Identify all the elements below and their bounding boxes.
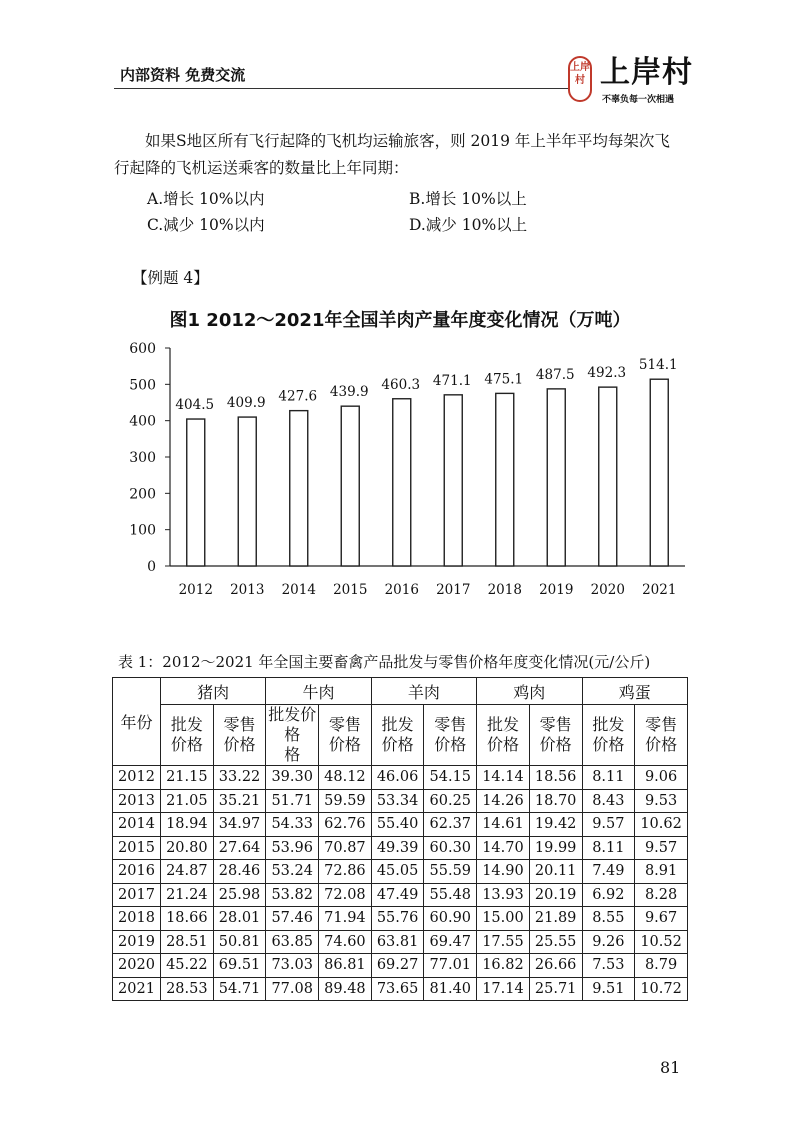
bar bbox=[444, 395, 462, 566]
price-cell: 21.15 bbox=[161, 766, 214, 790]
x-tick-label: 2012 bbox=[178, 582, 213, 598]
subheader-cell bbox=[529, 705, 582, 766]
year-cell: 2014 bbox=[113, 813, 161, 837]
table-row bbox=[113, 860, 688, 884]
price-cell: 89.48 bbox=[319, 977, 372, 1001]
price-cell: 9.57 bbox=[582, 813, 635, 837]
price-cell: 25.55 bbox=[529, 930, 582, 954]
subheader-line: 批发 bbox=[486, 715, 519, 734]
price-cell: 55.48 bbox=[424, 883, 477, 907]
x-tick-label: 2021 bbox=[642, 582, 677, 598]
bar bbox=[496, 393, 514, 566]
data-label: 471.1 bbox=[432, 372, 472, 389]
year-cell: 2013 bbox=[113, 789, 161, 813]
subheader-line: 零售 bbox=[328, 715, 361, 734]
price-cell: 27.64 bbox=[213, 836, 266, 860]
price-cell: 73.03 bbox=[266, 954, 319, 978]
year-header: 年份 bbox=[113, 678, 161, 766]
subheader-line: 批发价格 bbox=[268, 705, 317, 744]
price-cell: 6.92 bbox=[582, 883, 635, 907]
price-cell: 86.81 bbox=[319, 954, 372, 978]
price-cell: 21.24 bbox=[161, 883, 214, 907]
price-cell: 14.90 bbox=[477, 860, 530, 884]
y-tick-label: 400 bbox=[129, 413, 156, 430]
price-cell: 63.81 bbox=[371, 930, 424, 954]
table-header-row-groups bbox=[113, 678, 688, 705]
subheader-cell bbox=[266, 705, 319, 766]
question-line-2: 行起降的飞机运送乘客的数量比上年同期： bbox=[114, 159, 409, 177]
price-cell: 8.55 bbox=[582, 907, 635, 931]
subheader-line: 零售 bbox=[539, 715, 572, 734]
subheader-cell bbox=[477, 705, 530, 766]
price-cell: 28.51 bbox=[161, 930, 214, 954]
table-row bbox=[113, 907, 688, 931]
bar bbox=[187, 419, 205, 566]
bar bbox=[290, 411, 308, 566]
price-cell: 60.30 bbox=[424, 836, 477, 860]
price-cell: 13.93 bbox=[477, 883, 530, 907]
subheader-cell bbox=[582, 705, 635, 766]
year-cell: 2020 bbox=[113, 954, 161, 978]
year-cell: 2012 bbox=[113, 766, 161, 790]
x-tick-label: 2014 bbox=[281, 582, 316, 598]
option-c: C.减少 10%以内 bbox=[147, 216, 265, 234]
price-cell: 8.28 bbox=[635, 883, 688, 907]
y-tick-label: 600 bbox=[129, 341, 156, 357]
price-cell: 81.40 bbox=[424, 977, 477, 1001]
price-cell: 77.08 bbox=[266, 977, 319, 1001]
price-cell: 55.76 bbox=[371, 907, 424, 931]
subheader-line: 价格 bbox=[539, 735, 572, 754]
header-rule bbox=[114, 88, 570, 89]
price-cell: 55.59 bbox=[424, 860, 477, 884]
price-cell: 19.42 bbox=[529, 813, 582, 837]
price-cell: 9.06 bbox=[635, 766, 688, 790]
option-d: D.减少 10%以上 bbox=[409, 216, 528, 234]
y-tick-label: 300 bbox=[129, 450, 156, 466]
data-label: 439.9 bbox=[329, 384, 369, 401]
price-cell: 10.62 bbox=[635, 813, 688, 837]
table-row bbox=[113, 977, 688, 1001]
price-cell: 57.46 bbox=[266, 907, 319, 931]
price-cell: 18.56 bbox=[529, 766, 582, 790]
subheader-cell bbox=[213, 705, 266, 766]
y-tick-label: 200 bbox=[129, 486, 156, 503]
y-tick-label: 0 bbox=[147, 559, 156, 575]
price-cell: 48.12 bbox=[319, 766, 372, 790]
price-cell: 53.34 bbox=[371, 789, 424, 813]
price-cell: 14.70 bbox=[477, 836, 530, 860]
subheader-line: 批发 bbox=[170, 715, 203, 734]
price-cell: 69.47 bbox=[424, 930, 477, 954]
y-tick-label: 100 bbox=[129, 522, 156, 539]
price-cell: 34.97 bbox=[213, 813, 266, 837]
price-cell: 33.22 bbox=[213, 766, 266, 790]
price-cell: 9.67 bbox=[635, 907, 688, 931]
price-cell: 15.00 bbox=[477, 907, 530, 931]
price-cell: 54.71 bbox=[213, 977, 266, 1001]
x-tick-label: 2020 bbox=[590, 582, 625, 598]
table-row bbox=[113, 813, 688, 837]
price-cell: 24.87 bbox=[161, 860, 214, 884]
price-cell: 63.85 bbox=[266, 930, 319, 954]
year-cell: 2017 bbox=[113, 883, 161, 907]
year-cell: 2019 bbox=[113, 930, 161, 954]
price-cell: 60.90 bbox=[424, 907, 477, 931]
price-cell: 18.70 bbox=[529, 789, 582, 813]
y-tick-label: 500 bbox=[129, 377, 156, 394]
subheader-line: 价格 bbox=[645, 735, 678, 754]
price-cell: 54.15 bbox=[424, 766, 477, 790]
bar-chart bbox=[0, 330, 800, 610]
question-line-1: 如果S地区所有飞行起降的飞机均运输旅客，则 2019 年上半年平均每架次飞 bbox=[145, 132, 670, 150]
price-cell: 62.37 bbox=[424, 813, 477, 837]
subheader-line: 价格 bbox=[434, 735, 467, 754]
year-cell: 2015 bbox=[113, 836, 161, 860]
subheader-line: 价格 bbox=[381, 735, 414, 754]
price-cell: 51.71 bbox=[266, 789, 319, 813]
table-row bbox=[113, 836, 688, 860]
price-cell: 28.53 bbox=[161, 977, 214, 1001]
x-tick-label: 2017 bbox=[436, 582, 471, 598]
price-cell: 62.76 bbox=[319, 813, 372, 837]
price-cell: 25.71 bbox=[529, 977, 582, 1001]
price-cell: 54.33 bbox=[266, 813, 319, 837]
data-label: 460.3 bbox=[381, 376, 421, 393]
table-row bbox=[113, 789, 688, 813]
x-tick-label: 2018 bbox=[487, 582, 522, 598]
table-header-row-sub bbox=[113, 705, 688, 766]
price-cell: 77.01 bbox=[424, 954, 477, 978]
price-cell: 72.86 bbox=[319, 860, 372, 884]
x-tick-label: 2019 bbox=[539, 582, 574, 598]
price-cell: 9.26 bbox=[582, 930, 635, 954]
price-cell: 28.46 bbox=[213, 860, 266, 884]
price-cell: 71.94 bbox=[319, 907, 372, 931]
price-cell: 28.01 bbox=[213, 907, 266, 931]
subheader-cell bbox=[371, 705, 424, 766]
subheader-cell bbox=[161, 705, 214, 766]
bar bbox=[650, 379, 668, 566]
x-tick-label: 2013 bbox=[230, 582, 265, 598]
price-cell: 10.72 bbox=[635, 977, 688, 1001]
subheader-cell bbox=[319, 705, 372, 766]
logo-seal: 上岸村 bbox=[568, 56, 592, 102]
price-cell: 8.43 bbox=[582, 789, 635, 813]
logo-slogan: 不辜负每一次相遇 bbox=[602, 95, 675, 105]
header-label: 内部资料 免费交流 bbox=[120, 66, 246, 84]
subheader-cell bbox=[424, 705, 477, 766]
price-cell: 7.53 bbox=[582, 954, 635, 978]
table-row bbox=[113, 954, 688, 978]
price-cell: 53.24 bbox=[266, 860, 319, 884]
price-cell: 10.52 bbox=[635, 930, 688, 954]
example-label: 【例题 4】 bbox=[132, 269, 209, 287]
price-cell: 9.53 bbox=[635, 789, 688, 813]
subheader-line: 零售 bbox=[223, 715, 256, 734]
data-label: 487.5 bbox=[535, 366, 575, 383]
group-header: 羊肉 bbox=[371, 678, 476, 705]
price-cell: 46.06 bbox=[371, 766, 424, 790]
option-b: B.增长 10%以上 bbox=[409, 190, 527, 208]
price-cell: 53.96 bbox=[266, 836, 319, 860]
bar bbox=[341, 406, 359, 566]
subheader-line: 价格 bbox=[328, 735, 361, 754]
group-header: 鸡肉 bbox=[477, 678, 582, 705]
price-cell: 17.14 bbox=[477, 977, 530, 1001]
price-cell: 8.11 bbox=[582, 766, 635, 790]
price-cell: 45.22 bbox=[161, 954, 214, 978]
table-title: 表 1：2012～2021 年全国主要畜禽产品批发与零售价格年度变化情况(元/公斤) bbox=[118, 653, 651, 671]
subheader-cell bbox=[635, 705, 688, 766]
price-cell: 74.60 bbox=[319, 930, 372, 954]
data-label: 514.1 bbox=[638, 357, 678, 374]
page-number: 81 bbox=[660, 1058, 681, 1077]
price-cell: 14.26 bbox=[477, 789, 530, 813]
year-cell: 2018 bbox=[113, 907, 161, 931]
price-cell: 60.25 bbox=[424, 789, 477, 813]
price-cell: 16.82 bbox=[477, 954, 530, 978]
group-header: 牛肉 bbox=[266, 678, 371, 705]
price-cell: 8.11 bbox=[582, 836, 635, 860]
price-cell: 73.65 bbox=[371, 977, 424, 1001]
price-cell: 70.87 bbox=[319, 836, 372, 860]
price-cell: 20.11 bbox=[529, 860, 582, 884]
price-cell: 9.51 bbox=[582, 977, 635, 1001]
group-header: 猪肉 bbox=[161, 678, 266, 705]
data-label: 492.3 bbox=[587, 365, 627, 382]
table-row bbox=[113, 766, 688, 790]
price-cell: 20.80 bbox=[161, 836, 214, 860]
subheader-line: 价格 bbox=[170, 735, 203, 754]
price-cell: 45.05 bbox=[371, 860, 424, 884]
data-label: 409.9 bbox=[226, 395, 266, 412]
price-cell: 47.49 bbox=[371, 883, 424, 907]
price-cell: 20.19 bbox=[529, 883, 582, 907]
price-cell: 9.57 bbox=[635, 836, 688, 860]
bar bbox=[238, 417, 256, 566]
price-cell: 35.21 bbox=[213, 789, 266, 813]
price-table bbox=[112, 677, 688, 1001]
price-cell: 8.91 bbox=[635, 860, 688, 884]
price-cell: 7.49 bbox=[582, 860, 635, 884]
subheader-line: 批发 bbox=[381, 715, 414, 734]
x-tick-label: 2016 bbox=[384, 582, 419, 598]
data-label: 475.1 bbox=[484, 371, 524, 388]
price-cell: 21.05 bbox=[161, 789, 214, 813]
x-tick-label: 2015 bbox=[333, 582, 368, 598]
price-cell: 39.30 bbox=[266, 766, 319, 790]
price-cell: 19.99 bbox=[529, 836, 582, 860]
option-a: A.增长 10%以内 bbox=[147, 190, 265, 208]
subheader-line: 批发 bbox=[592, 715, 625, 734]
subheader-line: 零售 bbox=[434, 715, 467, 734]
price-cell: 26.66 bbox=[529, 954, 582, 978]
subheader-line: 价格 bbox=[223, 735, 256, 754]
price-cell: 49.39 bbox=[371, 836, 424, 860]
logo bbox=[568, 56, 698, 108]
subheader-line: 格 bbox=[284, 745, 301, 764]
price-cell: 18.66 bbox=[161, 907, 214, 931]
price-cell: 14.14 bbox=[477, 766, 530, 790]
price-cell: 50.81 bbox=[213, 930, 266, 954]
subheader-line: 价格 bbox=[592, 735, 625, 754]
year-cell: 2021 bbox=[113, 977, 161, 1001]
price-cell: 18.94 bbox=[161, 813, 214, 837]
price-cell: 55.40 bbox=[371, 813, 424, 837]
data-label: 404.5 bbox=[175, 397, 215, 414]
group-header: 鸡蛋 bbox=[582, 678, 688, 705]
price-cell: 21.89 bbox=[529, 907, 582, 931]
price-cell: 69.27 bbox=[371, 954, 424, 978]
price-cell: 59.59 bbox=[319, 789, 372, 813]
logo-text: 上岸村 bbox=[600, 55, 693, 90]
table-row bbox=[113, 930, 688, 954]
price-cell: 72.08 bbox=[319, 883, 372, 907]
price-cell: 14.61 bbox=[477, 813, 530, 837]
year-cell: 2016 bbox=[113, 860, 161, 884]
price-cell: 25.98 bbox=[213, 883, 266, 907]
price-cell: 53.82 bbox=[266, 883, 319, 907]
subheader-line: 价格 bbox=[486, 735, 519, 754]
bar bbox=[393, 399, 411, 566]
chart-title: 图1 2012～2021年全国羊肉产量年度变化情况（万吨） bbox=[169, 310, 631, 331]
price-cell: 8.79 bbox=[635, 954, 688, 978]
price-cell: 17.55 bbox=[477, 930, 530, 954]
subheader-line: 零售 bbox=[645, 715, 678, 734]
table-row bbox=[113, 883, 688, 907]
data-label: 427.6 bbox=[278, 388, 318, 405]
bar bbox=[547, 389, 565, 566]
price-cell: 69.51 bbox=[213, 954, 266, 978]
bar bbox=[599, 387, 617, 566]
